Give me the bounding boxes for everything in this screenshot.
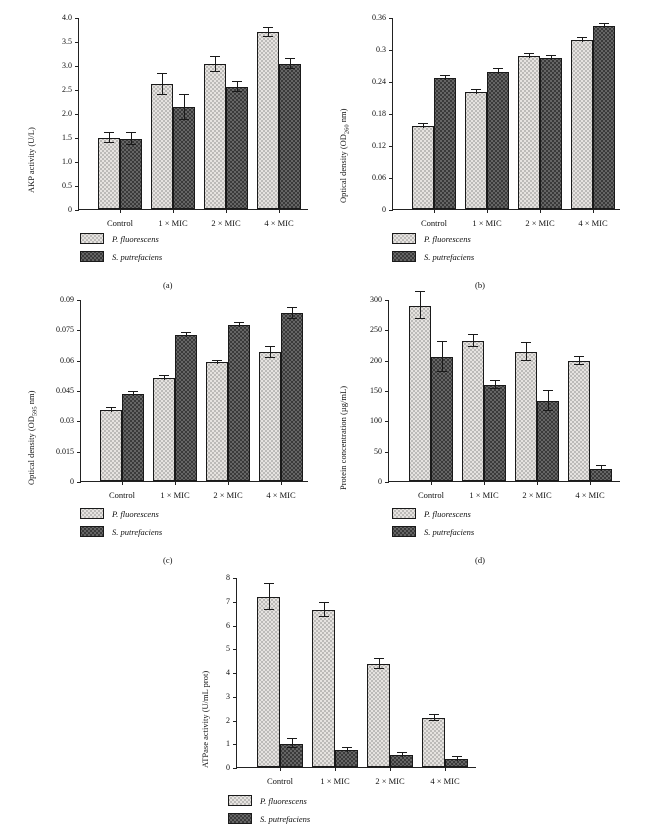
legend-swatch-dark	[80, 526, 104, 537]
panel-c-xtick-label: 1 × MIC	[160, 490, 190, 500]
panel-a-legend	[80, 233, 162, 269]
bar	[409, 306, 431, 481]
panel-c-xtick-label: 4 × MIC	[266, 490, 296, 500]
legend-label-dark: S. putrefaciens	[424, 526, 475, 537]
legend-swatch-dark	[392, 251, 416, 262]
bar	[487, 72, 509, 209]
panel-b-legend	[392, 233, 474, 269]
panel-a-ytick: 0.5	[62, 181, 72, 190]
panel-e-plot	[226, 573, 476, 786]
bar	[593, 26, 615, 209]
legend-swatch-light	[80, 508, 104, 519]
panel-a-plot	[62, 13, 308, 228]
bar	[279, 64, 301, 209]
panel-e-ytick: 1	[226, 739, 230, 749]
panel-d-caption: (d)	[475, 555, 485, 565]
bar	[515, 352, 537, 481]
legend-label-light: P. fluorescens	[424, 233, 471, 244]
panel-b-xtick-label: 1 × MIC	[472, 218, 502, 228]
panel-a-ytick: 2.0	[62, 109, 72, 118]
panel-a-ytick: 4.0	[62, 13, 72, 22]
bar	[257, 597, 280, 767]
bar	[175, 335, 197, 481]
panel-a-ytick: 3.0	[62, 61, 72, 70]
panel-a-ytick: 1.5	[62, 133, 72, 142]
bar	[462, 341, 484, 481]
legend-swatch-light	[392, 233, 416, 244]
bar	[226, 87, 248, 209]
legend-label-dark: S. putrefaciens	[112, 251, 163, 262]
bar	[571, 40, 593, 209]
panel-a-y-axis-title: AKP activity (U/L)	[26, 127, 36, 193]
panel-d-legend	[392, 508, 474, 544]
panel-a-caption: (a)	[163, 280, 173, 290]
panel-c-y-axis-title: Optical density ($OD_{595}$ nm)	[26, 390, 39, 485]
panel-e-ytick: 5	[226, 644, 230, 654]
bar	[335, 750, 358, 767]
bar	[431, 357, 453, 481]
panel-e-xtick-label: 1 × MIC	[320, 776, 350, 786]
panel-e-y-axis-title: ATPase activity (U/mL prot)	[200, 670, 210, 768]
panel-e-ytick: 7	[226, 596, 230, 606]
panel-d-ytick: 100	[370, 416, 382, 426]
bar	[122, 394, 144, 481]
panel-a-ytick: 2.5	[62, 85, 72, 94]
panel-c-ytick: 0.06	[60, 355, 74, 365]
panel-c-ytick: 0.075	[56, 325, 74, 335]
panel-e-ytick: 4	[226, 668, 230, 677]
bar	[484, 385, 506, 481]
panel-d-ytick: 0	[378, 477, 382, 486]
panel-c-plot	[56, 295, 308, 500]
bar	[537, 401, 559, 481]
panel-a-xtick-label: Control	[107, 218, 133, 228]
bar	[173, 107, 195, 209]
bar	[518, 56, 540, 209]
bar	[367, 664, 390, 767]
legend-label-light: P. fluorescens	[112, 508, 159, 519]
panel-b-ytick: 0.3	[376, 45, 386, 54]
bar	[465, 92, 487, 209]
panel-a-ytick: 0	[68, 205, 72, 214]
panel-a-xtick-label: 4 × MIC	[264, 218, 294, 228]
legend-swatch-light	[228, 795, 252, 806]
bar	[98, 138, 120, 209]
panel-c-ytick: 0.045	[56, 386, 74, 395]
panel-d-xtick-label: 2 × MIC	[522, 490, 552, 500]
bar	[206, 362, 228, 481]
panel-d-plot	[370, 295, 620, 500]
panel-e-xtick-label: 2 × MIC	[375, 776, 405, 786]
legend-swatch-light	[80, 233, 104, 244]
panel-c-ytick: 0.09	[60, 295, 74, 304]
legend-swatch-dark	[80, 251, 104, 262]
panel-b-ytick: 0.18	[372, 109, 386, 118]
bar	[100, 410, 122, 481]
panel-b	[330, 8, 630, 290]
panel-d-ytick: 300	[370, 295, 382, 304]
panel-e-ytick: 8	[226, 573, 230, 582]
panel-b-xtick-label: Control	[421, 218, 447, 228]
bar	[259, 352, 281, 481]
panel-e-xtick-label: 4 × MIC	[430, 776, 460, 786]
panel-b-ytick: 0.06	[372, 173, 386, 182]
panel-c-ytick: 0.03	[60, 416, 74, 426]
panel-c-legend	[80, 508, 162, 544]
bar	[412, 126, 434, 209]
panel-b-xtick-label: 2 × MIC	[525, 218, 555, 228]
panel-a-ytick: 1.0	[62, 157, 72, 166]
panel-b-plot	[372, 13, 620, 228]
panel-b-ytick: 0.36	[372, 13, 386, 22]
panel-e-xtick-label: Control	[267, 776, 293, 786]
panel-d-ytick: 150	[370, 386, 382, 395]
panel-c-ytick: 0	[70, 477, 74, 486]
legend-label-light: P. fluorescens	[260, 795, 307, 806]
panel-b-y-axis-title: Optical density ($OD_{260}$ nm)	[338, 108, 351, 203]
panel-c	[18, 290, 318, 565]
panel-b-xtick-label: 4 × MIC	[578, 218, 608, 228]
panel-b-ytick: 0	[382, 205, 386, 214]
bar	[204, 64, 226, 209]
panel-e-ytick: 0	[226, 763, 230, 772]
panel-e-ytick: 2	[226, 715, 230, 725]
bar	[422, 718, 445, 767]
panel-e-ytick: 6	[226, 620, 230, 630]
panel-d-xtick-label: 1 × MIC	[469, 490, 499, 500]
bar	[434, 78, 456, 209]
panel-d-xtick-label: 4 × MIC	[575, 490, 605, 500]
bar	[568, 361, 590, 481]
panel-d-y-axis-title: Protein concentration (µg/mL)	[338, 385, 348, 490]
bar	[153, 378, 175, 481]
panel-a	[18, 8, 318, 290]
panel-a-xtick-label: 1 × MIC	[158, 218, 188, 228]
bar	[540, 58, 562, 209]
panel-d-xtick-label: Control	[418, 490, 444, 500]
legend-label-light: P. fluorescens	[424, 508, 471, 519]
panel-c-xtick-label: 2 × MIC	[213, 490, 243, 500]
panel-d-ytick: 250	[370, 325, 382, 335]
panel-c-ytick: 0.015	[56, 446, 74, 456]
legend-label-dark: S. putrefaciens	[260, 813, 311, 824]
panel-d-ytick: 200	[370, 355, 382, 365]
bar	[312, 610, 335, 767]
panel-b-ytick: 0.24	[372, 77, 386, 86]
panel-a-ytick: 3.5	[62, 37, 72, 46]
panel-d-ytick: 50	[374, 446, 382, 456]
legend-label-light: P. fluorescens	[112, 233, 159, 244]
panel-a-xtick-label: 2 × MIC	[211, 218, 241, 228]
bar	[281, 313, 303, 481]
legend-label-dark: S. putrefaciens	[112, 526, 163, 537]
panel-c-caption: (c)	[163, 555, 173, 565]
panel-c-xtick-label: Control	[109, 490, 135, 500]
panel-e-ytick: 3	[226, 691, 230, 701]
legend-swatch-light	[392, 508, 416, 519]
bar	[151, 84, 173, 209]
bar	[228, 325, 250, 481]
panel-b-ytick: 0.12	[372, 141, 386, 150]
bar	[257, 32, 279, 209]
legend-swatch-dark	[228, 813, 252, 824]
legend-swatch-dark	[392, 526, 416, 537]
panel-b-caption: (b)	[475, 280, 485, 290]
legend-label-dark: S. putrefaciens	[424, 251, 475, 262]
panel-e	[168, 568, 498, 823]
panel-d	[330, 290, 630, 565]
bar	[120, 139, 142, 209]
